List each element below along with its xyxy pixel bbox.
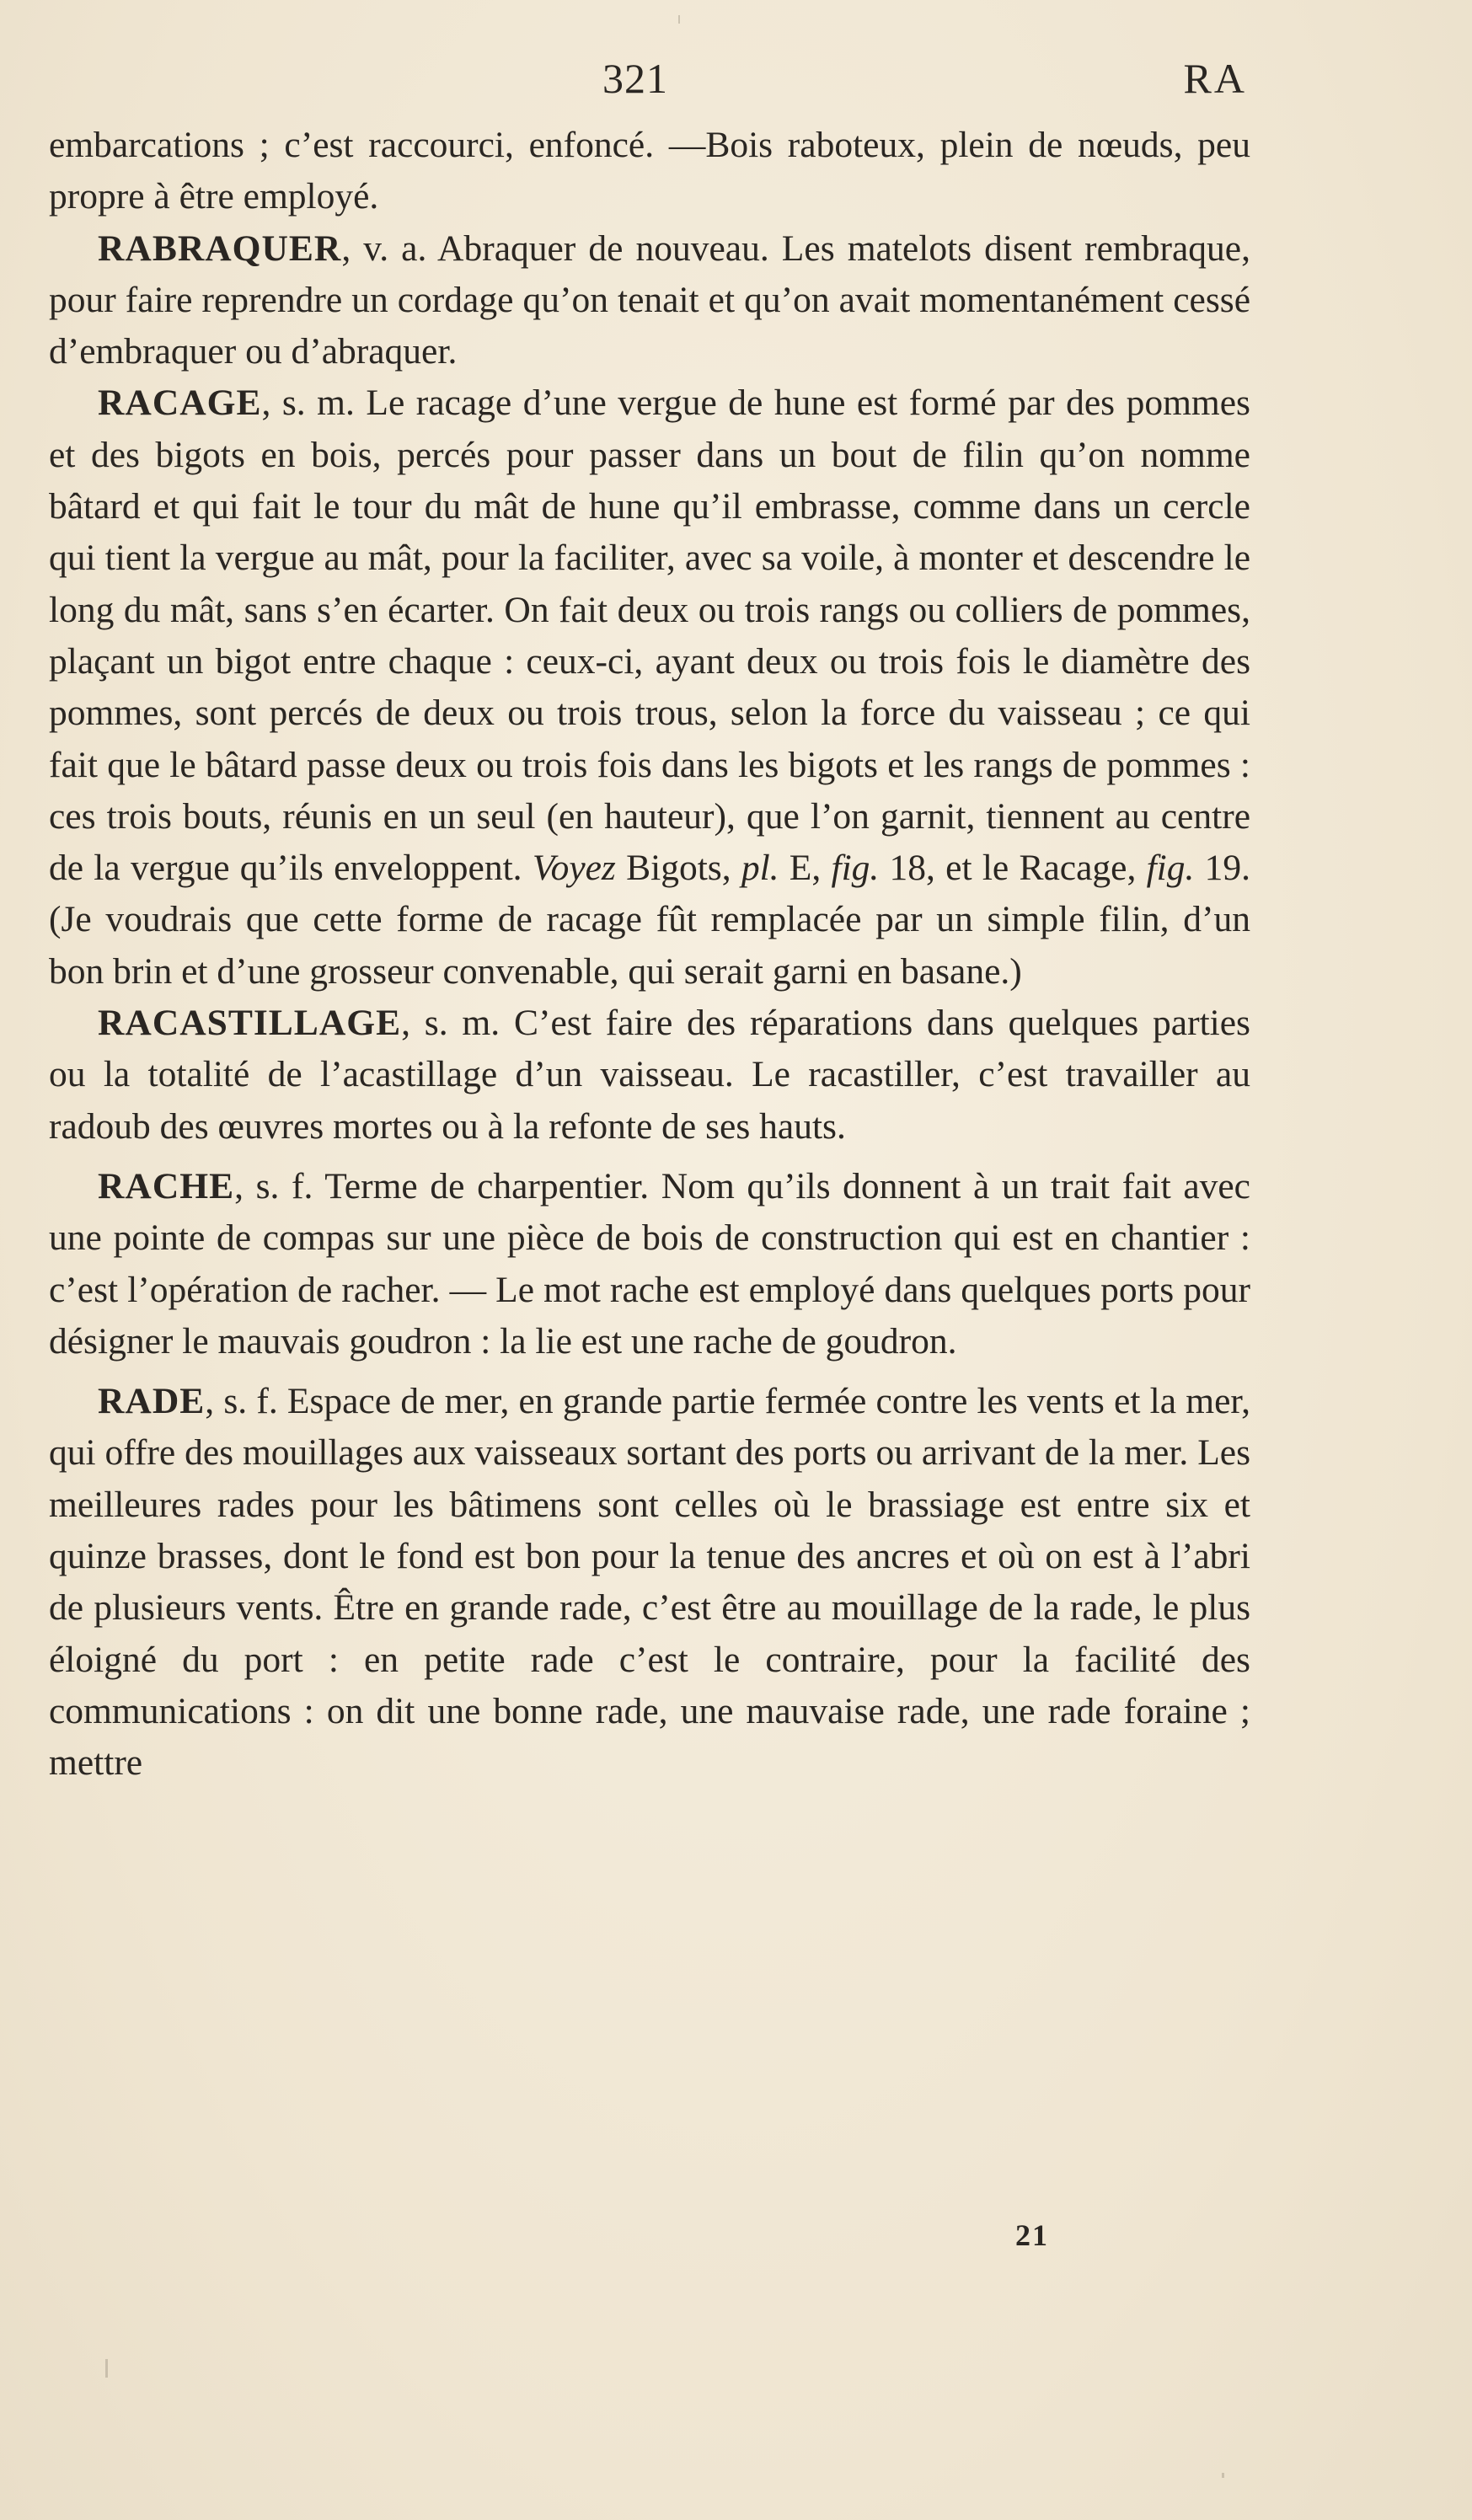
entry-text: 19. (Je voudrais que cette forme de racage fût remplacée par un simple filin, d’un bon brin et d’une grosseur convenable, qui serait garni en basane.)	[49, 848, 1250, 992]
plate-reference: pl.	[741, 848, 779, 889]
entry-rade	[49, 1376, 1250, 1789]
entry-text: Bigots,	[615, 848, 741, 889]
figure-reference: fig.	[831, 848, 880, 889]
headword: RACASTILLAGE	[98, 1003, 402, 1044]
paper-speck	[678, 15, 680, 24]
dictionary-text	[49, 120, 1250, 1790]
entry-racastillage	[49, 998, 1250, 1153]
headword: RACAGE	[98, 383, 262, 424]
headword: RACHE	[98, 1165, 235, 1206]
entry-text: , s. m. Le racage d’une vergue de hune est formé par des pommes et des bigots en bois, percés pour passer dans un bout de filin qu’on nomme bâtard et qui fait le tour du mât de hune qu’il embrasse, comme dans un cercle qui tient la vergue au mât, pour la faciliter, avec sa voile, à monter et descendre le long du mât, sans s’en écarter. On fait deux ou trois rangs ou colliers de pommes, plaçant un bigot entre chaque : ceux-ci, ayant deux ou trois fois le diamètre des pommes, sont percés de deux ou trois trous, selon la force du vaisseau ; ce qui fait que le bâtard passe deux ou trois fois dans les bigots et les rangs de pommes : ces trois bouts, réunis en un seul (en hauteur), que l’on garnit, tiennent au centre de la vergue qu’ils enveloppent.	[49, 383, 1250, 889]
entry-continuation	[49, 120, 1250, 223]
headword: RADE	[98, 1381, 206, 1422]
entry-rabraquer	[49, 223, 1250, 378]
entry-text: 18, et le Racage,	[879, 848, 1147, 889]
paper-speck	[105, 2359, 108, 2378]
page-number: 321	[602, 55, 668, 102]
entry-rache	[49, 1161, 1250, 1367]
signature-mark: 21	[1015, 2218, 1049, 2252]
page-header	[51, 54, 1247, 113]
headword: RABRAQUER	[98, 227, 342, 269]
figure-reference: fig.	[1146, 848, 1195, 889]
entry-text: , s. m. C’est faire des réparations dans quelques parties ou la totalité de l’acastillage d’un vaisseau. Le racastiller, c’est travailler au radoub des œuvres mortes ou à la refonte de ses hauts.	[49, 1003, 1250, 1147]
paper-speck	[1222, 2473, 1224, 2478]
entry-racage	[49, 377, 1250, 998]
entry-text: , s. f. Terme de charpentier. Nom qu’ils donnent à un trait fait avec une pointe de compas sur une pièce de bois de construction qui est en chantier : c’est l’opération de racher. — Le mot rache est employé dans quelques ports pour désigner le mauvais goudron : la lie est une rache de goudron.	[49, 1165, 1250, 1362]
entry-text: E,	[779, 848, 832, 889]
voyez-reference: Voyez	[532, 848, 616, 889]
entry-text: , s. f. Espace de mer, en grande partie fermée contre les vents et la mer, qui offre des mouillages aux vaisseaux sortant des ports ou arrivant de la mer. Les meilleures rades pour les bâtimens sont celles où le brassiage est entre six et quinze brasses, dont le fond est bon pour la tenue des ancres et où on est à l’abri de plusieurs vents. Être en grande rade, c’est être au mouillage de la rade, le plus éloigné du port : en petite rade c’est le contraire, pour la facilité des communications : on dit une bonne rade, une mauvaise rade, une rade foraine ; mettre	[49, 1381, 1250, 1784]
entry-text: , v. a. Abraquer de nouveau. Les matelots disent rembraque, pour faire reprendre un cordage qu’on tenait et qu’on avait momentanément cessé d’embraquer ou d’abraquer.	[49, 227, 1250, 372]
entry-text: embarcations ; c’est raccourci, enfoncé. —Bois raboteux, plein de nœuds, peu propre à être employé.	[49, 125, 1250, 217]
running-head: RA	[1183, 55, 1247, 102]
